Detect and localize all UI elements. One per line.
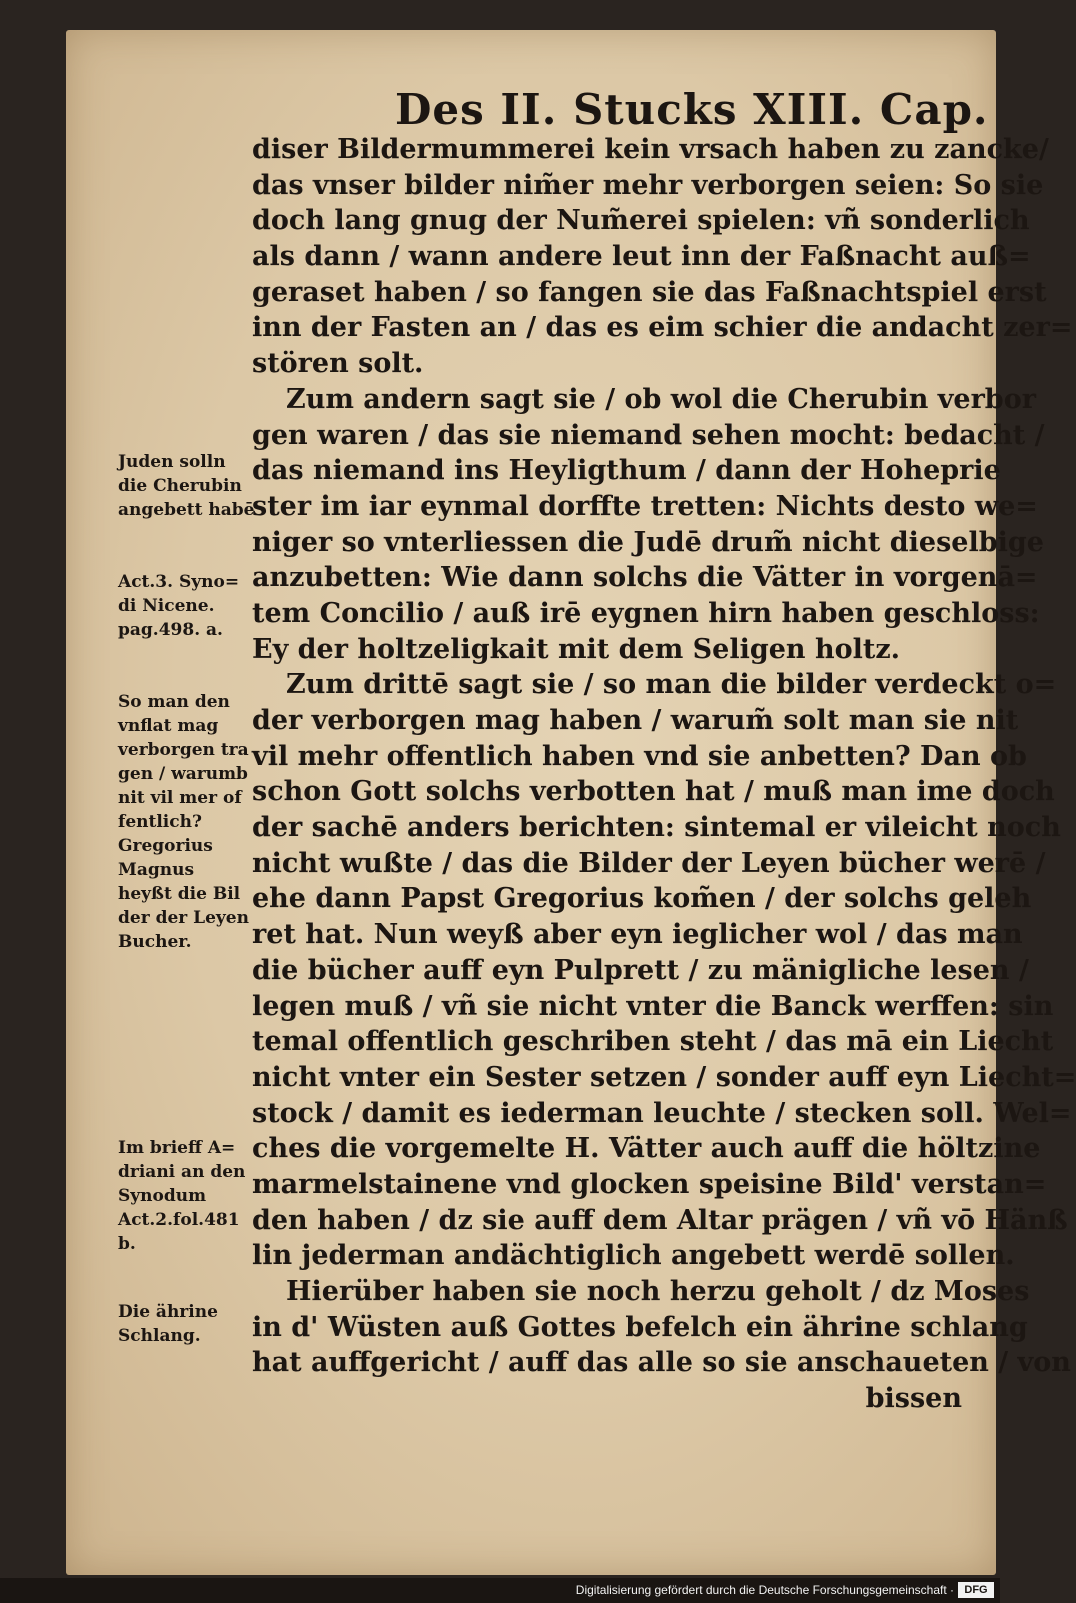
margin-note-line: Act.3. Syno= xyxy=(118,572,240,592)
footer-credit: Digitalisierung gefördert durch die Deutsche Forschungsgemeinschaft · xyxy=(575,1583,954,1597)
margin-note-line: pag.498. a. xyxy=(118,620,223,640)
margin-note-line: Gregorius xyxy=(118,836,213,856)
text-line: diser Bildermummerei kein vrsach haben zu zancke/ xyxy=(252,134,1049,165)
margin-note-line: Act.2.fol.481 xyxy=(118,1210,240,1230)
text-line: ches die vorgemelte H. Vätter auch auff die höltzine xyxy=(252,1133,1041,1165)
margin-note-line: der der Leyen xyxy=(118,908,249,928)
text-line: ster im iar eynmal dorffte tretten: Nichts desto we= xyxy=(252,490,1038,522)
margin-note-line: Im brieff A= xyxy=(118,1138,236,1158)
text-line: als dann / wann andere leut inn der Faßnacht auß= xyxy=(252,241,1031,273)
dfg-logo: DFG xyxy=(958,1582,994,1598)
margin-note-line: fentlich? xyxy=(118,812,202,832)
margin-note-schlang xyxy=(118,1300,260,1348)
text-line: in d' Wüsten auß Gottes befelch ein ährine schlang xyxy=(252,1311,1028,1343)
text-line: Ey der holtzeligkait mit dem Seligen holtz. xyxy=(252,633,901,665)
text-line: stören solt. xyxy=(252,348,424,380)
text-line: niger so vnterliessen die Judē drum̃ nicht dieselbige xyxy=(252,526,1044,558)
margin-note-line: driani an den xyxy=(118,1162,246,1182)
text-line: Zum andern sagt sie / ob wol die Cherubin verbor xyxy=(286,383,1036,415)
text-line: bissen xyxy=(865,1383,962,1415)
margin-note-brieff xyxy=(118,1136,260,1256)
margin-note-line: die Cherubin xyxy=(118,476,242,496)
text-line: die bücher auff eyn Pulprett / zu mänigliche lesen / xyxy=(252,954,1029,986)
margin-note-line: Magnus xyxy=(118,860,195,880)
text-line: Hierüber haben sie noch herzu geholt / dz Moses xyxy=(286,1276,1030,1307)
text-line: anzubetten: Wie dann solchs die Vätter in vorgenā= xyxy=(252,562,1038,594)
text-line: temal offentlich geschriben steht / das mā ein Liecht xyxy=(252,1026,1054,1058)
main-text-block xyxy=(252,132,1076,1417)
margin-note-line: angebett habē xyxy=(118,500,255,520)
text-line: der verborgen mag haben / warum̃ solt man sie nit xyxy=(252,705,1019,736)
margin-note-line: b. xyxy=(118,1234,136,1254)
text-line: der sachē anders berichten: sintemal er vileicht noch xyxy=(252,812,1061,844)
text-line: nicht wußte / das die Bilder der Leyen bücher werē / xyxy=(252,847,1046,879)
margin-note-line: nit vil mer of xyxy=(118,788,242,808)
text-line: vil mehr offentlich haben vnd sie anbetten? Dan ob xyxy=(252,740,1027,772)
text-line: inn der Fasten an / das es eim schier die andacht zer= xyxy=(252,312,1073,344)
margin-note-line: verborgen tra xyxy=(118,740,249,760)
margin-note-line: So man den xyxy=(118,692,230,712)
margin-note-line: Juden solln xyxy=(118,452,226,472)
margin-note-line: gen / warumb xyxy=(118,764,248,784)
text-line: den haben / dz sie auff dem Altar prägen / vñ vō Hänß xyxy=(252,1204,1068,1236)
margin-note-juden xyxy=(118,450,260,522)
margin-note-line: Synodum xyxy=(118,1186,207,1206)
text-line: das niemand ins Heyligthum / dann der Hoheprie xyxy=(252,455,1001,487)
text-line: gen waren / das sie niemand sehen mocht: bedacht / xyxy=(252,419,1045,451)
text-line: Zum drittē sagt sie / so man die bilder verdeckt o= xyxy=(286,669,1057,701)
margin-note-line: heyßt die Bil xyxy=(118,884,241,904)
text-line: tem Concilio / auß irē eygnen hirn haben geschloss: xyxy=(252,597,1040,629)
text-line: geraset haben / so fangen sie das Faßnachtspiel erst xyxy=(252,276,1047,308)
text-line: stock / damit es iederman leuchte / stecken soll. Wel= xyxy=(252,1097,1072,1129)
text-line: nicht vnter ein Sester setzen / sonder auff eyn Liecht= xyxy=(252,1061,1076,1093)
text-line: lin jederman andächtiglich angebett werdē sollen. xyxy=(252,1240,1015,1272)
text-line: doch lang gnug der Num̃erei spielen: vñ sonderlich xyxy=(252,205,1030,237)
text-line: hat auffgericht / auff das alle so sie anschaueten / von xyxy=(252,1347,1071,1379)
margin-note-line: di Nicene. xyxy=(118,596,215,616)
margin-note-vnflat xyxy=(118,690,260,954)
text-line: legen muß / vñ sie nicht vnter die Banck werffen: sin xyxy=(252,990,1054,1022)
text-line: das vnser bilder nim̃er mehr verborgen seien: So sie xyxy=(252,169,1044,201)
text-line: marmelstainene vnd glocken speisine Bild' verstan= xyxy=(252,1168,1047,1200)
margin-note-line: Die ährine xyxy=(118,1302,218,1322)
text-line: ehe dann Papst Gregorius kom̃en / der solchs geleh xyxy=(252,883,1032,915)
margin-note-act3 xyxy=(118,570,260,642)
margin-note-line: Bucher. xyxy=(118,932,192,952)
margin-note-line: Schlang. xyxy=(118,1326,201,1346)
footer-bar xyxy=(0,1578,1000,1603)
margin-note-line: vnflat mag xyxy=(118,716,219,736)
text-line: ret hat. Nun weyß aber eyn ieglicher wol / das man xyxy=(252,919,1023,951)
text-line: schon Gott solchs verbotten hat / muß man ime doch xyxy=(252,776,1055,808)
page-header: Des II. Stucks XIII. Cap. xyxy=(395,85,989,134)
